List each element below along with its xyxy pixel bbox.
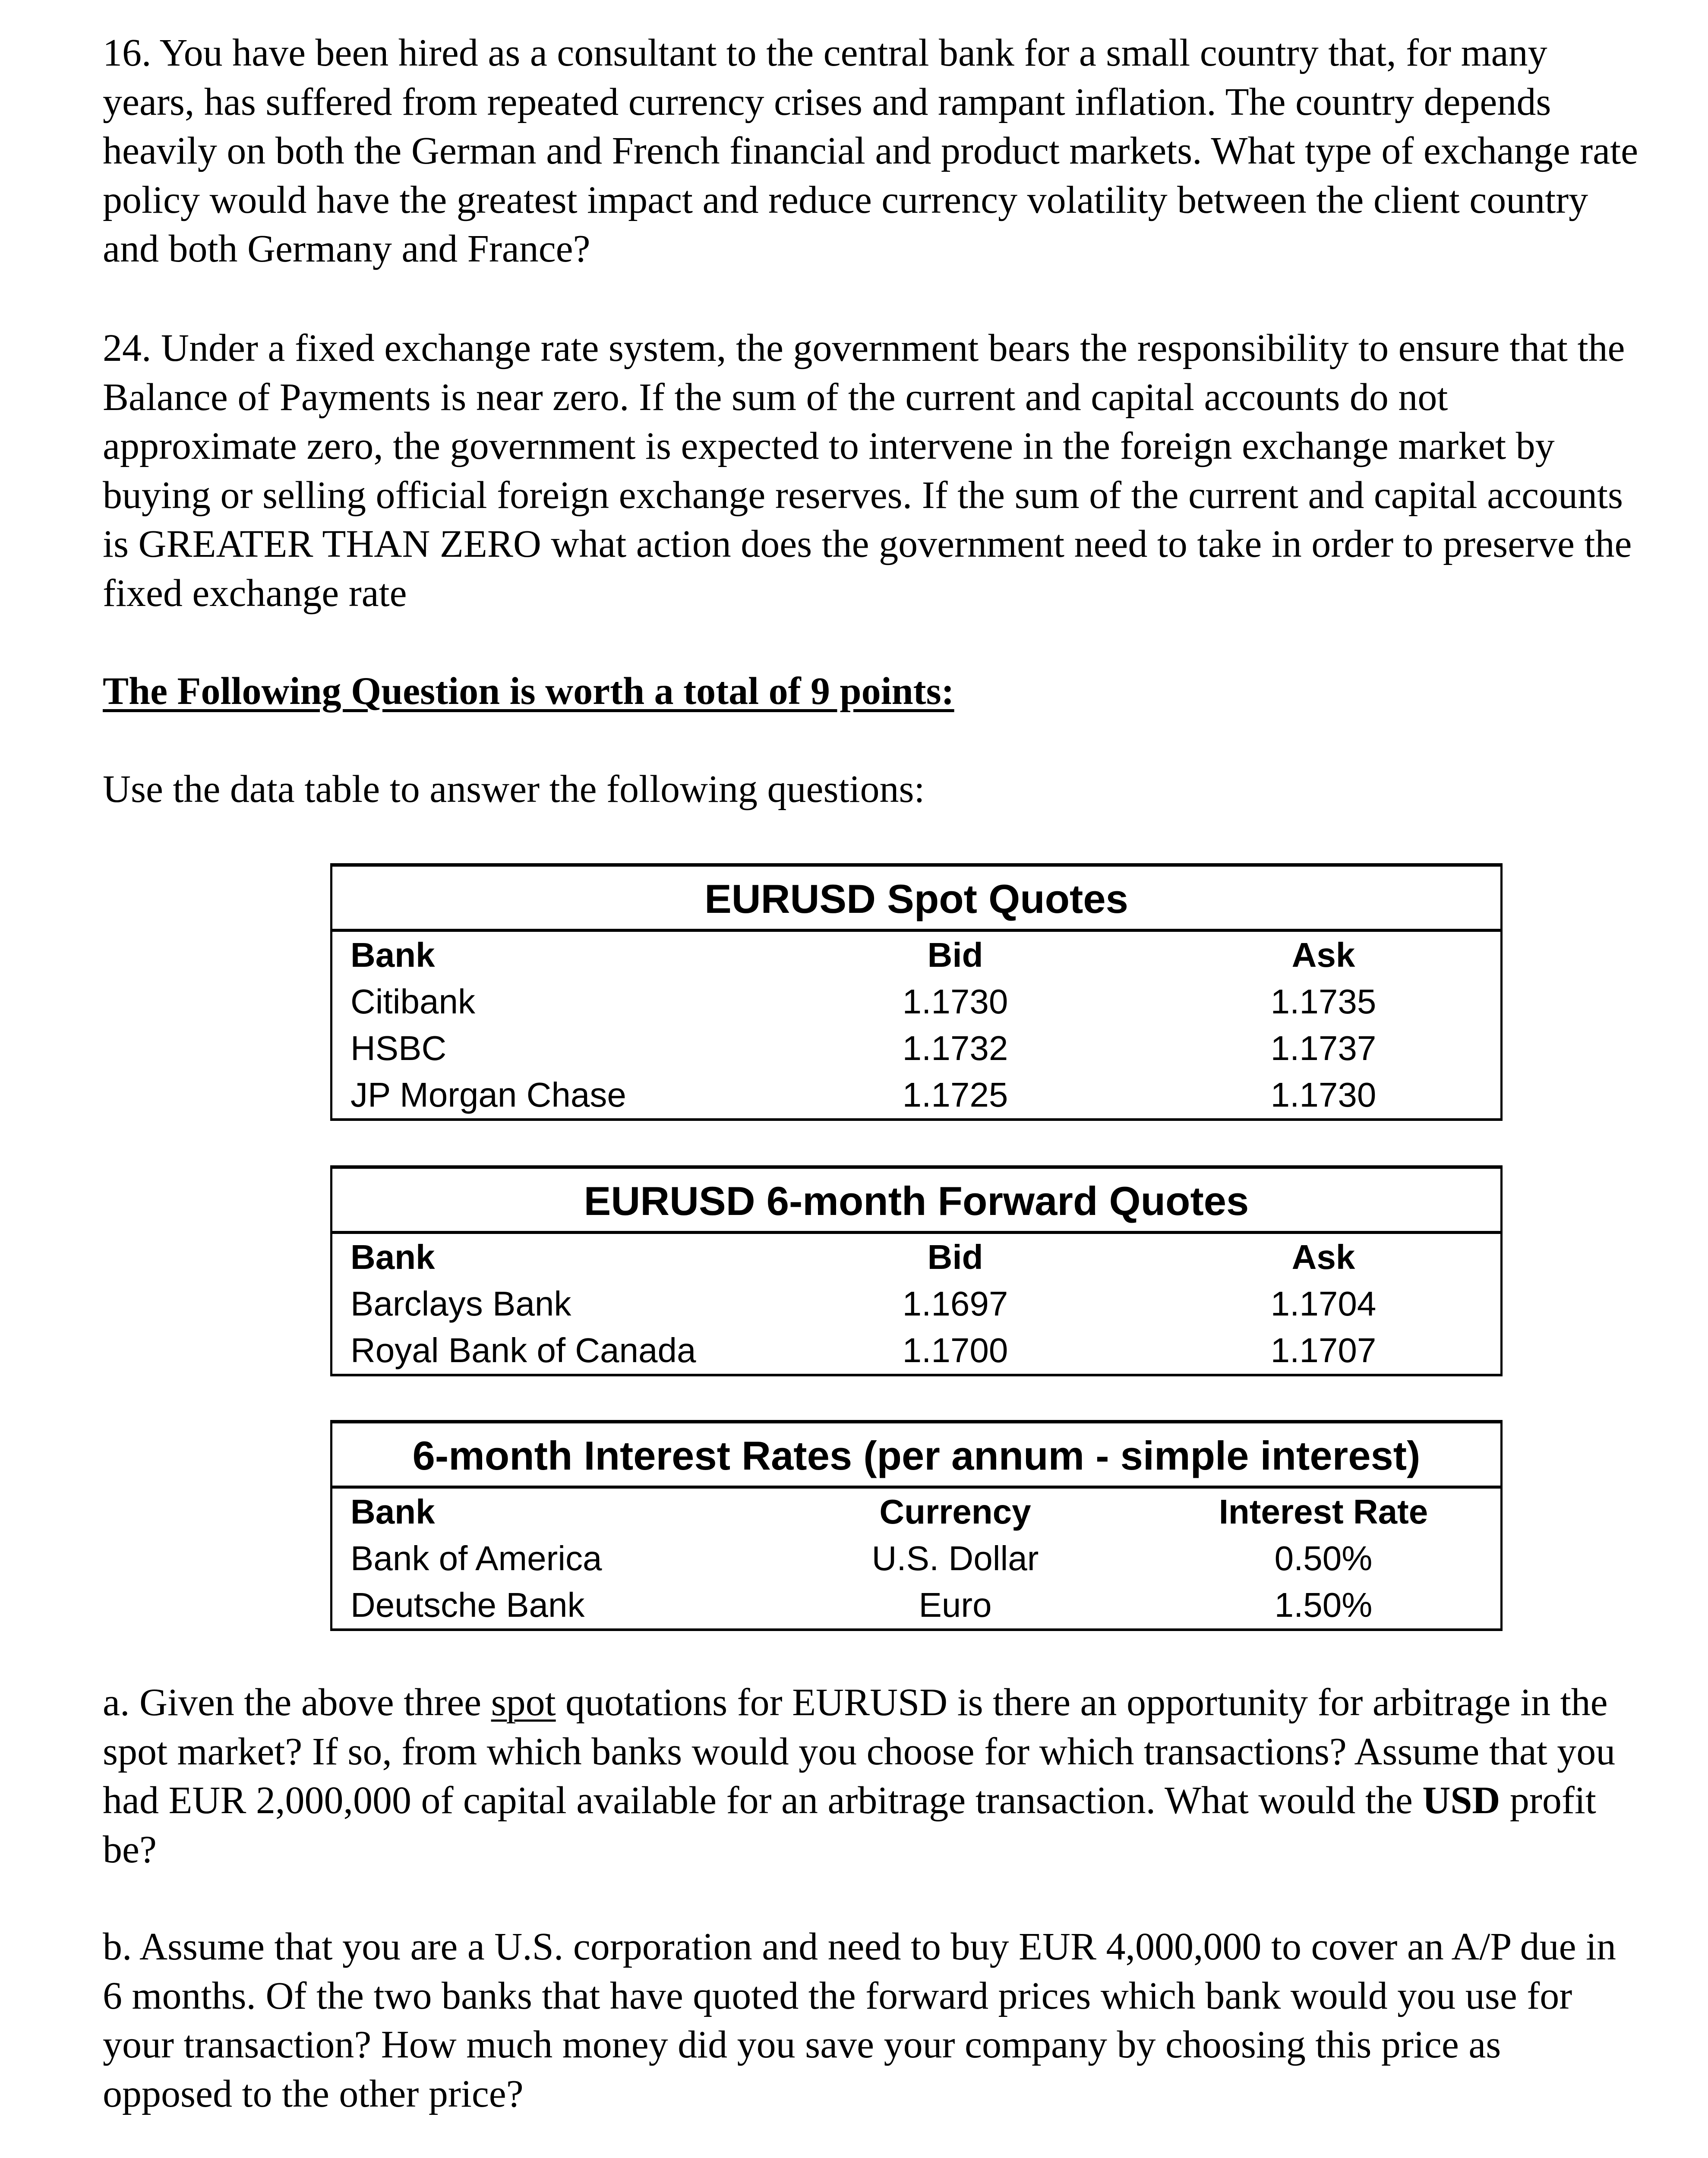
table-row: [332, 978, 1500, 1025]
cell-bid: 1.1700: [902, 1331, 1008, 1369]
header-ask: Ask: [1291, 936, 1355, 974]
cell-bid: 1.1732: [902, 1029, 1008, 1067]
spot-quotes-table: [330, 863, 1503, 1121]
cell-ask: 1.1737: [1270, 1029, 1377, 1067]
cell-bank: Deutsche Bank: [350, 1586, 585, 1624]
cell-currency: U.S. Dollar: [871, 1539, 1039, 1577]
cell-rate: 1.50%: [1274, 1586, 1373, 1624]
section-heading: The Following Question is worth a total of 9 points:: [103, 670, 954, 713]
forward-quotes-table: [330, 1165, 1503, 1376]
table-row: [332, 1281, 1500, 1327]
cell-bid: 1.1730: [902, 982, 1008, 1021]
cell-bank: Royal Bank of Canada: [350, 1331, 696, 1369]
question-a: [103, 1678, 1639, 1874]
cell-bank: Bank of America: [350, 1539, 602, 1577]
cell-bid: 1.1725: [902, 1076, 1008, 1114]
header-bank: Bank: [350, 1238, 435, 1276]
qa-bold: USD: [1422, 1779, 1500, 1822]
table-row: [332, 1072, 1500, 1118]
question-16: 16. You have been hired as a consultant to the central bank for a small country that, for many years, has suffered from repeated currency crises and rampant inflation. The country depends heavily on both the German and French financial and product markets. What type of exchange rate policy would have the greatest impact and reduce currency volatility between the client country and both Germany and France?: [103, 32, 1639, 270]
header-bank: Bank: [350, 936, 435, 974]
header-currency: Currency: [879, 1492, 1031, 1531]
header-bid: Bid: [927, 936, 983, 974]
cell-rate: 0.50%: [1274, 1539, 1373, 1577]
table-title: EURUSD Spot Quotes: [332, 867, 1500, 932]
cell-bank: Citibank: [350, 982, 476, 1021]
header-ask: Ask: [1291, 1238, 1355, 1276]
intro-text: Use the data table to answer the following questions:: [103, 768, 925, 811]
cell-bank: HSBC: [350, 1029, 447, 1067]
cell-currency: Euro: [919, 1586, 992, 1624]
cell-ask: 1.1735: [1270, 982, 1377, 1021]
table-header-row: [332, 1234, 1500, 1281]
table-title: EURUSD 6-month Forward Quotes: [332, 1169, 1500, 1234]
question-24: 24. Under a fixed exchange rate system, the government bears the responsibility to ensure that the Balance of Payments is near zero. If the sum of the current and capital accounts do not approximate zero, the government is expected to intervene in the foreign exchange market by buying or selling official foreign exchange reserves. If the sum of the current and capital accounts is GREATER THAN ZERO what action does the government need to take in order to preserve the fixed exchange rate: [103, 327, 1632, 615]
qa-underlined: spot: [491, 1681, 556, 1724]
cell-ask: 1.1704: [1270, 1284, 1377, 1323]
table-header-row: [332, 1489, 1500, 1535]
interest-rates-table: [330, 1420, 1503, 1631]
table-row: [332, 1327, 1500, 1374]
table-header-row: [332, 932, 1500, 978]
qa-text: profit be?: [103, 1779, 1596, 1871]
table-row: [332, 1535, 1500, 1582]
cell-bank: Barclays Bank: [350, 1284, 571, 1323]
qa-text: quotations for EURUSD is there an opportunity for arbitrage in the spot market? If so, from which banks would you choose for which transactions? Assume that you had EUR 2,000,000 of capital available for an arbitrage transaction. What would the: [103, 1681, 1616, 1822]
table-title: 6-month Interest Rates (per annum - simple interest): [332, 1423, 1500, 1489]
header-bank: Bank: [350, 1492, 435, 1531]
table-row: [332, 1025, 1500, 1072]
header-interest-rate: Interest Rate: [1219, 1492, 1428, 1531]
cell-bank: JP Morgan Chase: [350, 1076, 626, 1114]
header-bid: Bid: [927, 1238, 983, 1276]
cell-ask: 1.1730: [1270, 1076, 1377, 1114]
question-b: b. Assume that you are a U.S. corporation and need to buy EUR 4,000,000 to cover an A/P due in 6 months. Of the two banks that have quoted the forward prices which bank would you use for your transaction? How much money did you save your company by choosing this price as opposed to the other price?: [103, 1925, 1616, 2115]
table-row: [332, 1582, 1500, 1628]
cell-ask: 1.1707: [1270, 1331, 1377, 1369]
cell-bid: 1.1697: [902, 1284, 1008, 1323]
qa-text: a. Given the above three: [103, 1681, 491, 1724]
